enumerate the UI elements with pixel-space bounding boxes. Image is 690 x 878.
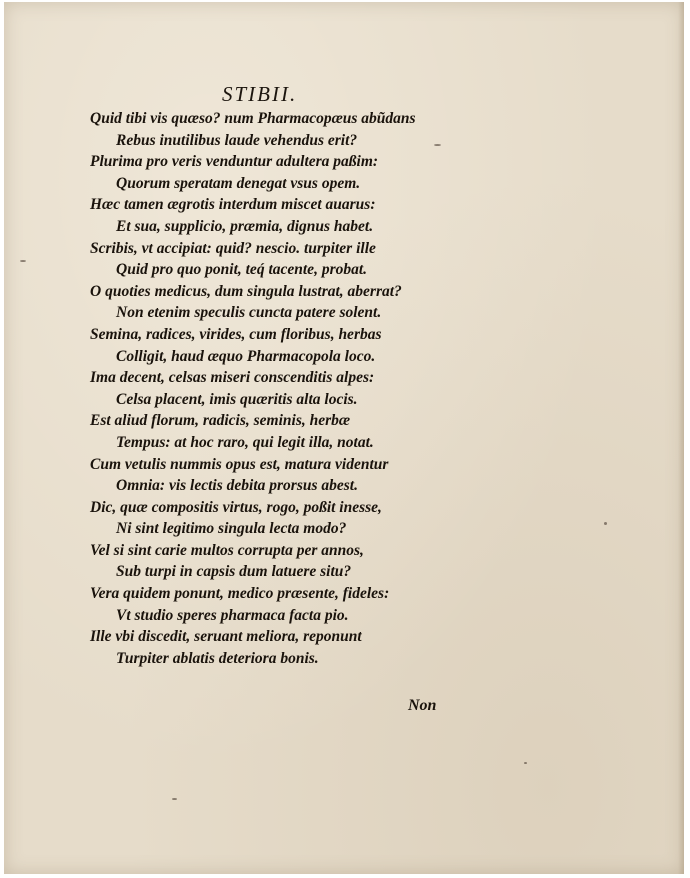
paper-speck (172, 798, 177, 800)
paper-speck (524, 762, 527, 764)
verse-line: Vera quidem ponunt, medico præsente, fideles: (90, 585, 390, 603)
verse-line: Colligit, haud æquo Pharmacopola loco. (116, 347, 376, 365)
verse-line: Quid tibi vis quæso? num Pharmacopæus abũdans (90, 110, 416, 127)
verse-line: Non etenim speculis cuncta patere solent. (116, 304, 382, 322)
paper-speck (434, 144, 441, 146)
verse-line: Vt studio speres pharmaca facta pio. (116, 606, 349, 624)
paper-speck (604, 522, 607, 525)
verse-line: Ima decent, celsas miseri conscenditis alpes: (90, 369, 375, 387)
verse-line: Dic, quæ compositis virtus, rogo, poßit inesse, (90, 498, 382, 516)
verse-block (90, 108, 470, 669)
catchword: Non (408, 697, 437, 714)
verse-line: Omnia: vis lectis debita prorsus abest. (116, 477, 358, 495)
verse-line: Rebus inutilibus laude vehendus erit? (116, 131, 358, 149)
verse-line: Est aliud florum, radicis, seminis, herbæ (90, 412, 351, 430)
book-page (4, 2, 684, 874)
verse-line: Scribis, vt accipiat: quid? nescio. turpiter ille (90, 239, 376, 257)
verse-line: Hæc tamen ægrotis interdum miscet auarus: (90, 196, 376, 214)
verse-line: Cum vetulis nummis opus est, matura videntur (90, 455, 389, 473)
verse-line: Ille vbi discedit, seruant meliora, reponunt (90, 628, 362, 646)
verse-line: Plurima pro veris venduntur adultera paßim: (90, 153, 379, 171)
page-edge-shadow (678, 2, 684, 874)
verse-line: O quoties medicus, dum singula lustrat, aberrat? (90, 282, 402, 300)
running-head: STIBII. (222, 82, 298, 106)
verse-line: Quid pro quo ponit, teq́ tacente, probat. (116, 261, 368, 279)
verse-line: Turpiter ablatis deteriora bonis. (116, 649, 319, 667)
verse-line: Tempus: at hoc raro, qui legit illa, notat. (116, 433, 374, 451)
verse-line: Sub turpi in capsis dum latuere situ? (116, 563, 352, 581)
verse-line: Ni sint legitimo singula lecta modo? (116, 520, 347, 538)
paper-speck (20, 260, 26, 262)
verse-line: Semina, radices, virides, cum floribus, herbas (90, 325, 382, 343)
verse-line: Quorum speratam denegat vsus opem. (116, 174, 361, 192)
verse-line: Et sua, supplicio, præmia, dignus habet. (116, 217, 374, 235)
verse-line: Vel si sint carie multos corrupta per annos, (90, 541, 364, 559)
verse-line: Celsa placent, imis quæritis alta locis. (116, 390, 358, 408)
